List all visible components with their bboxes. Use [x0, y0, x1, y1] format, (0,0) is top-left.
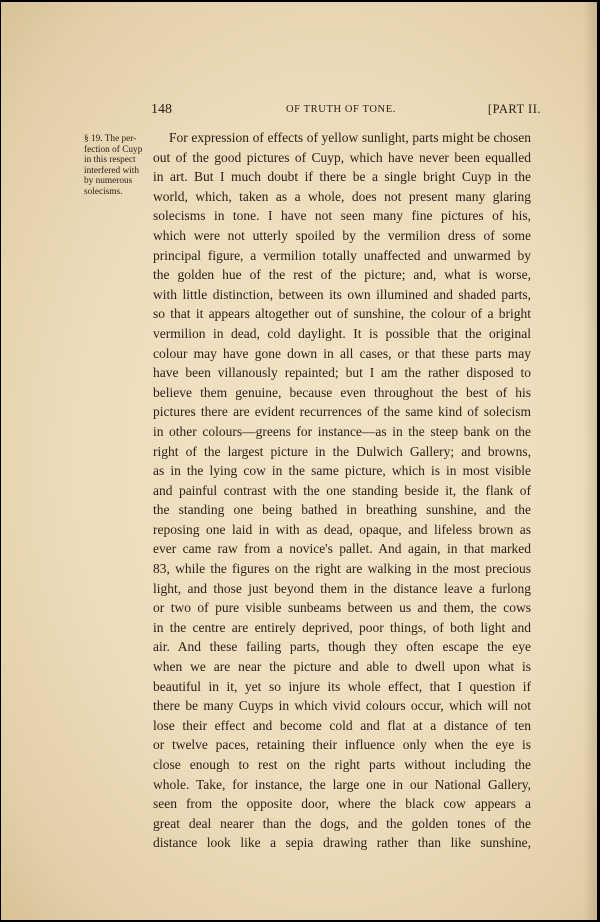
text-line: have been villanously repainted; but I am the rather disposed to — [153, 365, 531, 381]
text-line: solecisms in tone. I have not seen many fine pictures of his, — [153, 208, 531, 224]
text-line: or two of pure visible sunbeams between us and them, the cows — [153, 600, 531, 616]
text-line: great deal nearer than the dogs, and the golden tones of the — [153, 815, 531, 831]
text-line: in other colours—greens for instance—as in the steep bank on the — [153, 423, 531, 439]
side-note-line: interfered with — [84, 165, 139, 176]
text-line: whole. Take, for instance, the large one in our National Gallery, — [153, 776, 531, 792]
text-line: close enough to rest on the right parts without including the — [153, 757, 531, 772]
side-note-line: § 19. The per- — [84, 134, 137, 144]
text-line: which were not utterly spoiled by the vermilion dress of some — [153, 227, 531, 243]
text-line: colour may have gone down in all cases, or that these parts may — [153, 345, 531, 361]
text-line: reposing one laid in with as dead, opaque, and lifeless brown as — [153, 521, 531, 537]
side-note-line: fection of Cuyp — [84, 144, 143, 155]
side-note-line: in this respect — [84, 155, 136, 166]
running-head — [151, 102, 541, 118]
side-note-line: solecisms. — [84, 186, 123, 197]
text-line: world, which, taken as a whole, does not present many glaring — [153, 188, 531, 204]
text-line: out of the good pictures of Cuyp, which have never been equalled — [153, 149, 531, 165]
page-number: 148 — [151, 102, 172, 117]
text-line: believe them genuine, because even throughout the best of his — [153, 384, 531, 400]
side-note-line: by numerous — [84, 176, 133, 187]
text-line: in the centre are entirely deprived, poor things, of both light and — [153, 619, 531, 635]
text-line: right of the largest picture in the Dulwich Gallery; and browns, — [153, 443, 531, 459]
text-line: in art. But I much doubt if there be a single bright Cuyp in the — [153, 169, 531, 185]
text-line: vermilion in dead, cold daylight. It is possible that the original — [153, 325, 531, 341]
text-line: distance look like a sepia drawing rather than like sunshine, — [153, 835, 531, 851]
text-line: pictures there are evident recurrences of the same kind of solecism — [153, 404, 531, 420]
text-line: and painful contrast with the one standing beside it, the flank of — [153, 482, 531, 498]
text-line: air. And these failing parts, though they often escape the eye — [153, 639, 531, 655]
text-line: seen from the opposite door, where the black cow appears a — [153, 796, 531, 812]
book-page — [1, 2, 597, 920]
text-line: as in the lying cow in the same picture, which is in most visible — [153, 463, 531, 479]
text-line: so that it appears altogether out of sunshine, the colour of a bright — [153, 306, 531, 322]
text-line: light, and those just beyond them in the distance leave a furlong — [153, 580, 531, 596]
text-line: beautiful in it, yet so injure its whole effect, that I question if — [153, 678, 531, 694]
side-note — [84, 134, 152, 198]
text-line: 83, while the figures on the right are walking in the most precious — [153, 561, 531, 577]
text-line: ever came raw from a novice's pallet. And again, in that marked — [153, 541, 531, 557]
text-line: the golden hue of the rest of the picture; and, what is worse, — [153, 267, 531, 283]
part-label: [PART II. — [487, 102, 541, 116]
running-title: OF TRUTH OF TONE. — [286, 104, 396, 115]
text-line: For expression of effects of yellow sunlight, parts might be chosen — [169, 130, 531, 145]
text-line: or twelve paces, retaining their influence only when the eye is — [153, 737, 531, 753]
text-line: lose their effect and become cold and flat at a distance of ten — [153, 717, 531, 733]
text-line: principal figure, a vermilion totally unaffected and unwarmed by — [153, 247, 531, 263]
body-text — [153, 128, 531, 853]
text-line: with little distinction, between its own illumined and shaded parts, — [153, 286, 531, 302]
text-line: there be many Cuyps in which vivid colours occur, which will not — [153, 698, 531, 714]
text-line: the standing one being bathed in breathing sunshine, and the — [153, 502, 531, 518]
text-line: when we are near the picture and able to dwell upon what is — [153, 659, 531, 675]
